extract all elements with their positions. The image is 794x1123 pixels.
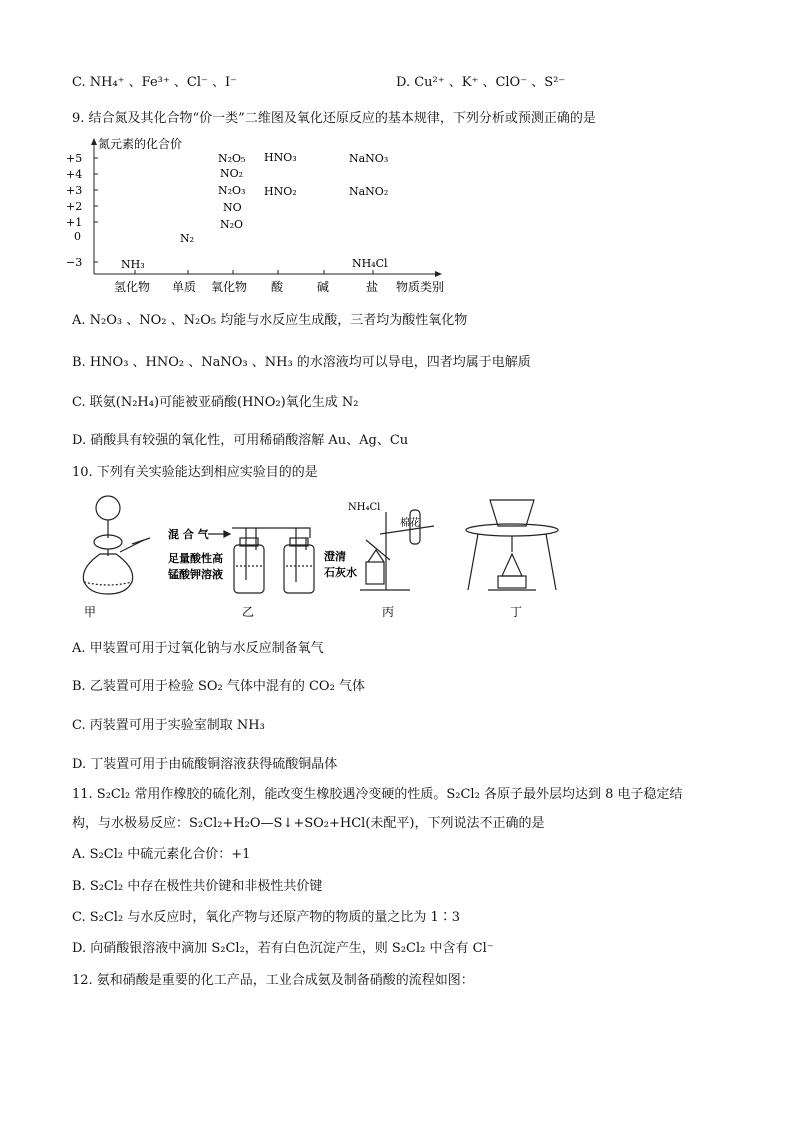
species-label: NO₂ (220, 167, 244, 180)
q10-stem: 10. 下列有关实验能达到相应实验目的的是 (72, 465, 318, 480)
x-tick: 氧化物 (211, 280, 248, 294)
experiment-apparatus-figure (70, 490, 570, 625)
y-tick: 0 (74, 230, 81, 243)
species-label: NaNO₂ (349, 185, 389, 198)
q11-option-b: B. S₂Cl₂ 中存在极性共价键和非极性共价键 (72, 879, 323, 894)
x-tick: 碱 (317, 280, 330, 294)
caption-ding: 丁 (510, 605, 523, 619)
apparatus-bing (360, 510, 434, 590)
label-kmno4-line2: 锰酸钾溶液 (168, 568, 223, 581)
q8-option-c: C. NH₄⁺ 、Fe³⁺ 、Cl⁻ 、I⁻ (72, 75, 237, 90)
q10-option-b: B. 乙装置可用于检验 SO₂ 气体中混有的 CO₂ 气体 (72, 679, 365, 694)
y-tick: +4 (66, 168, 83, 181)
species-label: N₂O (220, 218, 244, 231)
q9-option-d: D. 硝酸具有较强的氧化性，可用稀硝酸溶解 Au、Ag、Cu (72, 433, 409, 448)
label-limewater-line2: 石灰水 (324, 566, 357, 579)
species-label: N₂O₅ (218, 152, 246, 165)
label-mixed-gas: 混 合 气 (168, 528, 209, 541)
q9-option-c: C. 联氨(N₂H₄)可能被亚硝酸(HNO₂)氧化生成 N₂ (72, 395, 359, 410)
q10-option-d: D. 丁装置可用于由硫酸铜溶液获得硫酸铜晶体 (72, 757, 338, 772)
y-axis-title: 氮元素的化合价 (98, 137, 183, 151)
q12-stem: 12. 氨和硝酸是重要的化工产品，工业合成氨及制备硝酸的流程如图： (72, 973, 474, 988)
x-tick: 酸 (271, 280, 284, 294)
x-tick: 物质类别 (396, 280, 445, 294)
x-tick: 单质 (172, 280, 197, 294)
q11-stem-line1: 11. S₂Cl₂ 常用作橡胶的硫化剂，能改变生橡胶遇冷变硬的性质。S₂Cl₂ 各原子最外层均达到 8 电子稳定结 (72, 787, 683, 802)
q9-option-b: B. HNO₃ 、HNO₂ 、NaNO₃ 、NH₃ 的水溶液均可以导电，四者均属于电解质 (72, 355, 531, 370)
y-tick: +2 (66, 200, 83, 213)
y-tick: +5 (66, 152, 83, 165)
caption-bing: 丙 (382, 605, 395, 619)
species-label: NO (223, 201, 242, 214)
q11-option-a: A. S₂Cl₂ 中硫元素化合价：+1 (72, 847, 251, 862)
q11-stem-line2: 构，与水极易反应：S₂Cl₂+H₂O—S↓+SO₂+HCl(未配平)，下列说法不正确的是 (72, 816, 545, 831)
species-label: N₂O₃ (218, 184, 246, 197)
x-tick: 盐 (366, 280, 379, 294)
species-label: NH₃ (121, 258, 145, 271)
species-label: N₂ (180, 232, 195, 245)
label-nh4cl: NH₄Cl (348, 502, 381, 513)
q8-option-d: D. Cu²⁺ 、K⁺ 、ClO⁻ 、S²⁻ (396, 75, 566, 90)
apparatus-jia (83, 496, 150, 594)
y-tick: +1 (66, 216, 83, 229)
nitrogen-valence-chart (68, 136, 468, 298)
apparatus-ding (466, 500, 558, 590)
label-kmno4-line1: 足量酸性高 (168, 552, 223, 565)
y-tick: +3 (66, 184, 83, 197)
caption-jia: 甲 (84, 605, 97, 619)
q10-option-c: C. 丙装置可用于实验室制取 NH₃ (72, 718, 265, 733)
label-cotton: 棉花 (400, 518, 420, 529)
species-label: NaNO₃ (349, 152, 389, 165)
apparatus-yi (208, 528, 314, 593)
y-tick: −3 (66, 256, 83, 269)
species-label: HNO₃ (264, 151, 297, 164)
q11-option-c: C. S₂Cl₂ 与水反应时，氧化产物与还原产物的物质的量之比为 1∶3 (72, 910, 460, 925)
x-tick: 氢化物 (114, 280, 151, 294)
label-limewater-line1: 澄清 (324, 550, 346, 563)
q9-stem: 9. 结合氮及其化合物“价一类”二维图及氧化还原反应的基本规律，下列分析或预测正确的是 (72, 111, 596, 126)
species-label: HNO₂ (264, 185, 297, 198)
caption-yi: 乙 (242, 605, 255, 619)
q9-option-a: A. N₂O₃ 、NO₂ 、N₂O₅ 均能与水反应生成酸，三者均为酸性氧化物 (72, 313, 468, 328)
q11-option-d: D. 向硝酸银溶液中滴加 S₂Cl₂，若有白色沉淀产生，则 S₂Cl₂ 中含有 Cl⁻ (72, 941, 494, 956)
species-label: NH₄Cl (352, 257, 388, 270)
q10-option-a: A. 甲装置可用于过氧化钠与水反应制备氧气 (72, 641, 324, 656)
